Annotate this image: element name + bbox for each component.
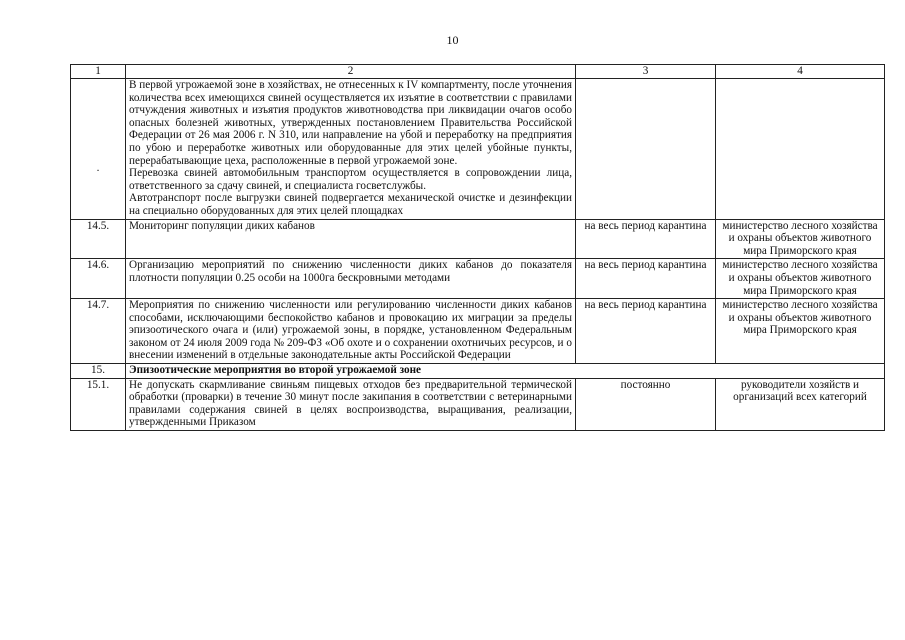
- row-description: Не допускать скармливание свиньям пищевых отходов без предварительной термической обработки (проварки) в течение 30 минут после закипания в соответствии с ветеринарными правилами содержания свиней в целях воспроизводства, выращивания, реализации, утвержденными Приказом: [126, 378, 576, 430]
- table-row-14-6: [71, 259, 885, 299]
- section-title: Эпизоотические мероприятия во второй угрожаемой зоне: [126, 364, 885, 379]
- row-period: на весь период карантина: [576, 259, 716, 299]
- column-header-2: 2: [126, 65, 576, 79]
- measures-table: [70, 64, 885, 431]
- row-number: 14.7.: [71, 299, 126, 364]
- row-description: Мероприятия по снижению численности или регулированию численности диких кабанов способами, исключающими беспокойство кабанов и провокацию их миграции за пределы эпизоотического очага и (или) угрожаемой зоны, в порядке, установленном Федеральным законом от 24 июля 2009 года № 209-ФЗ «Об охоте и о сохранении охотничьих ресурсов, и о внесении изменений в отдельные законодательные акты Российской Федерации: [126, 299, 576, 364]
- table-row-14-5: [71, 219, 885, 259]
- row-number: .: [71, 79, 126, 220]
- column-header-3: 3: [576, 65, 716, 79]
- row-period: постоянно: [576, 378, 716, 430]
- row-responsible: министерство лесного хозяйства и охраны объектов животного мира Приморского края: [716, 299, 885, 364]
- row-description: Организацию мероприятий по снижению численности диких кабанов до показателя плотности популяции 0.25 особи на 1000га бескровными методами: [126, 259, 576, 299]
- row-period: на весь период карантина: [576, 299, 716, 364]
- section-row-15: [71, 364, 885, 379]
- row-period: [576, 79, 716, 220]
- description-paragraph: В первой угрожаемой зоне в хозяйствах, не отнесенных к IV компартменту, после уточнения количества всех имеющихся свиней осуществляется их изъятие в соответствии с правилами отчуждения животных и изъятия продуктов животноводства при ликвидации очагов особо опасных болезней животных, утвержденных постановлением Правительства Российской Федерации от 26 мая 2006 г. N 310, или направление на убой и переработку на предприятия по убою и переработке животных или оборудованные для этих целей убойные пункты, перерабатывающие цеха, расположенные в первой угрожаемой зоне.: [129, 79, 572, 167]
- row-number: 14.5.: [71, 219, 126, 259]
- table-row-14-7: [71, 299, 885, 364]
- column-number-row: [71, 65, 885, 79]
- row-responsible: министерство лесного хозяйства и охраны объектов животного мира Приморского края: [716, 259, 885, 299]
- table-row-continuation: [71, 79, 885, 220]
- row-responsible: министерство лесного хозяйства и охраны объектов животного мира Приморского края: [716, 219, 885, 259]
- description-paragraph: Перевозка свиней автомобильным транспортом осуществляется в сопровождении лица, ответственного за сдачу свиней, и специалиста госветслужбы.: [129, 167, 572, 192]
- row-number: 14.6.: [71, 259, 126, 299]
- row-number: 15.1.: [71, 378, 126, 430]
- description-paragraph: Автотранспорт после выгрузки свиней подвергается механической очистке и дезинфекции на специально оборудованных для этих целей площадках: [129, 192, 572, 217]
- column-header-4: 4: [716, 65, 885, 79]
- row-responsible: [716, 79, 885, 220]
- row-period: на весь период карантина: [576, 219, 716, 259]
- column-header-1: 1: [71, 65, 126, 79]
- row-description: [126, 79, 576, 220]
- row-responsible: руководители хозяйств и организаций всех категорий: [716, 378, 885, 430]
- page-number: 10: [446, 33, 459, 47]
- table-row-15-1: [71, 378, 885, 430]
- section-number: 15.: [71, 364, 126, 379]
- row-description: Мониторинг популяции диких кабанов: [126, 219, 576, 259]
